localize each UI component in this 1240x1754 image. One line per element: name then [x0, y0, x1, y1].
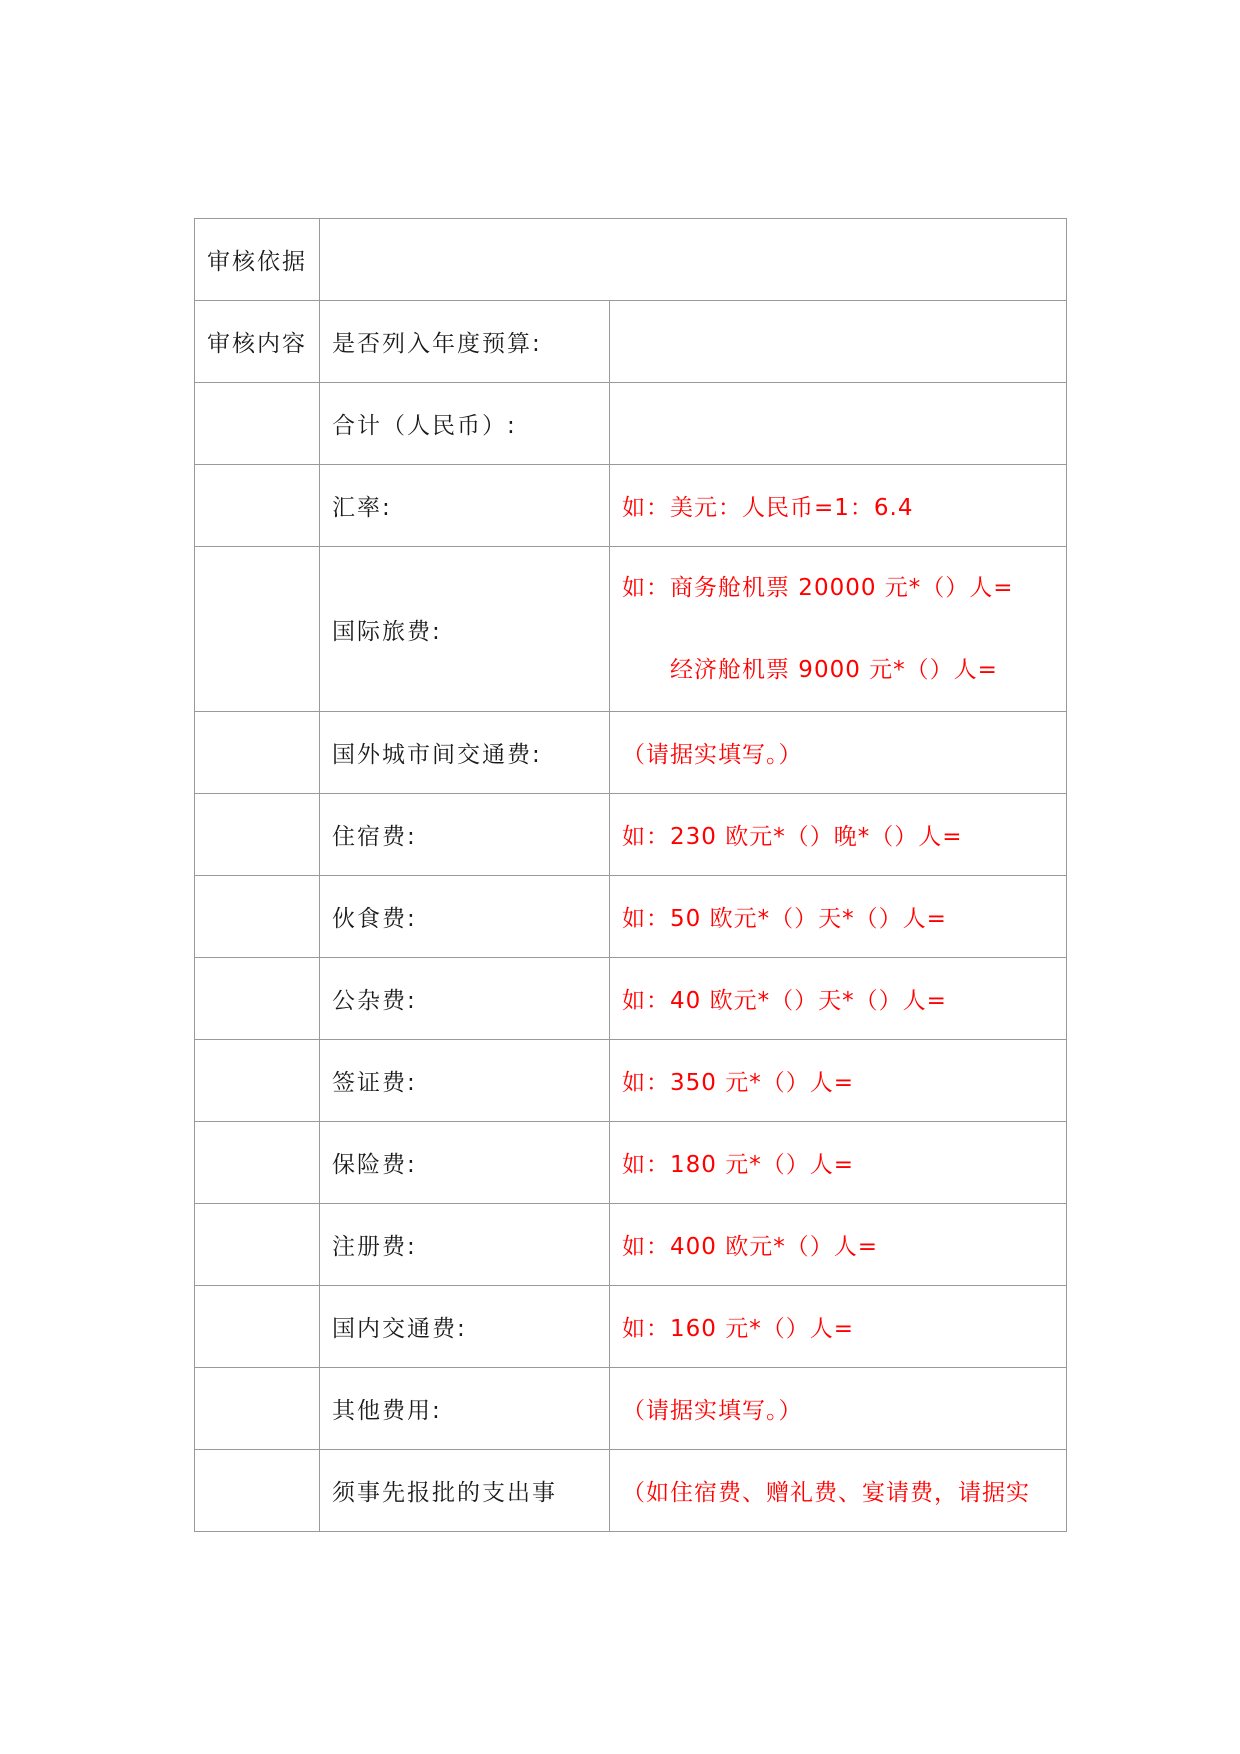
table-row	[195, 1450, 1067, 1532]
empty-cell	[195, 547, 320, 712]
table-row	[195, 958, 1067, 1040]
table-row	[195, 219, 1067, 301]
empty-cell	[195, 383, 320, 465]
empty-cell	[195, 1286, 320, 1368]
example-cell[interactable]: 如：40 欧元*（）天*（）人=	[610, 958, 1067, 1040]
empty-cell	[195, 1122, 320, 1204]
item-label: 签证费:	[320, 1040, 610, 1122]
example-cell[interactable]: 如：230 欧元*（）晚*（）人=	[610, 794, 1067, 876]
example-cell[interactable]: 如：美元：人民币=1：6.4	[610, 465, 1067, 547]
table-row	[195, 1368, 1067, 1450]
empty-cell	[195, 1204, 320, 1286]
example-cell[interactable]: 如：400 欧元*（）人=	[610, 1204, 1067, 1286]
item-label: 注册费:	[320, 1204, 610, 1286]
example-cell[interactable]: （请据实填写。）	[610, 1368, 1067, 1450]
table-row	[195, 876, 1067, 958]
basis-label: 审核依据	[195, 219, 320, 301]
item-label: 国外城市间交通费:	[320, 712, 610, 794]
item-label: 其他费用:	[320, 1368, 610, 1450]
item-label: 合计（人民币）:	[320, 383, 610, 465]
example-cell[interactable]: （请据实填写。）	[610, 712, 1067, 794]
example-cell[interactable]: （如住宿费、赠礼费、宴请费，请据实	[610, 1450, 1067, 1532]
item-label: 伙食费:	[320, 876, 610, 958]
table-row	[195, 383, 1067, 465]
empty-cell	[195, 876, 320, 958]
item-label: 汇率:	[320, 465, 610, 547]
example-cell[interactable]	[610, 383, 1067, 465]
item-label: 国内交通费:	[320, 1286, 610, 1368]
table-row	[195, 1286, 1067, 1368]
budget-value-cell[interactable]	[610, 301, 1067, 383]
example-line: 如：商务舱机票 20000 元*（）人=	[622, 575, 1014, 601]
empty-cell	[195, 958, 320, 1040]
example-line: 经济舱机票 9000 元*（）人=	[670, 657, 998, 683]
basis-value-cell[interactable]	[320, 219, 1067, 301]
empty-cell	[195, 794, 320, 876]
example-cell[interactable]: 如：180 元*（）人=	[610, 1122, 1067, 1204]
example-cell[interactable]: 如：50 欧元*（）天*（）人=	[610, 876, 1067, 958]
example-cell[interactable]	[610, 547, 1067, 712]
table-row	[195, 547, 1067, 712]
item-label: 国际旅费:	[320, 547, 610, 712]
table-row	[195, 1204, 1067, 1286]
item-label: 住宿费:	[320, 794, 610, 876]
budget-review-table	[194, 218, 1067, 1532]
table-row	[195, 1122, 1067, 1204]
table-row	[195, 301, 1067, 383]
item-label: 保险费:	[320, 1122, 610, 1204]
empty-cell	[195, 712, 320, 794]
item-label: 公杂费:	[320, 958, 610, 1040]
content-label: 审核内容	[195, 301, 320, 383]
empty-cell	[195, 1450, 320, 1532]
empty-cell	[195, 1040, 320, 1122]
table-row	[195, 794, 1067, 876]
example-cell[interactable]: 如：160 元*（）人=	[610, 1286, 1067, 1368]
table-row	[195, 712, 1067, 794]
example-cell[interactable]: 如：350 元*（）人=	[610, 1040, 1067, 1122]
item-label: 须事先报批的支出事	[320, 1450, 610, 1532]
table-row	[195, 465, 1067, 547]
empty-cell	[195, 1368, 320, 1450]
table-row	[195, 1040, 1067, 1122]
item-label: 是否列入年度预算:	[320, 301, 610, 383]
empty-cell	[195, 465, 320, 547]
